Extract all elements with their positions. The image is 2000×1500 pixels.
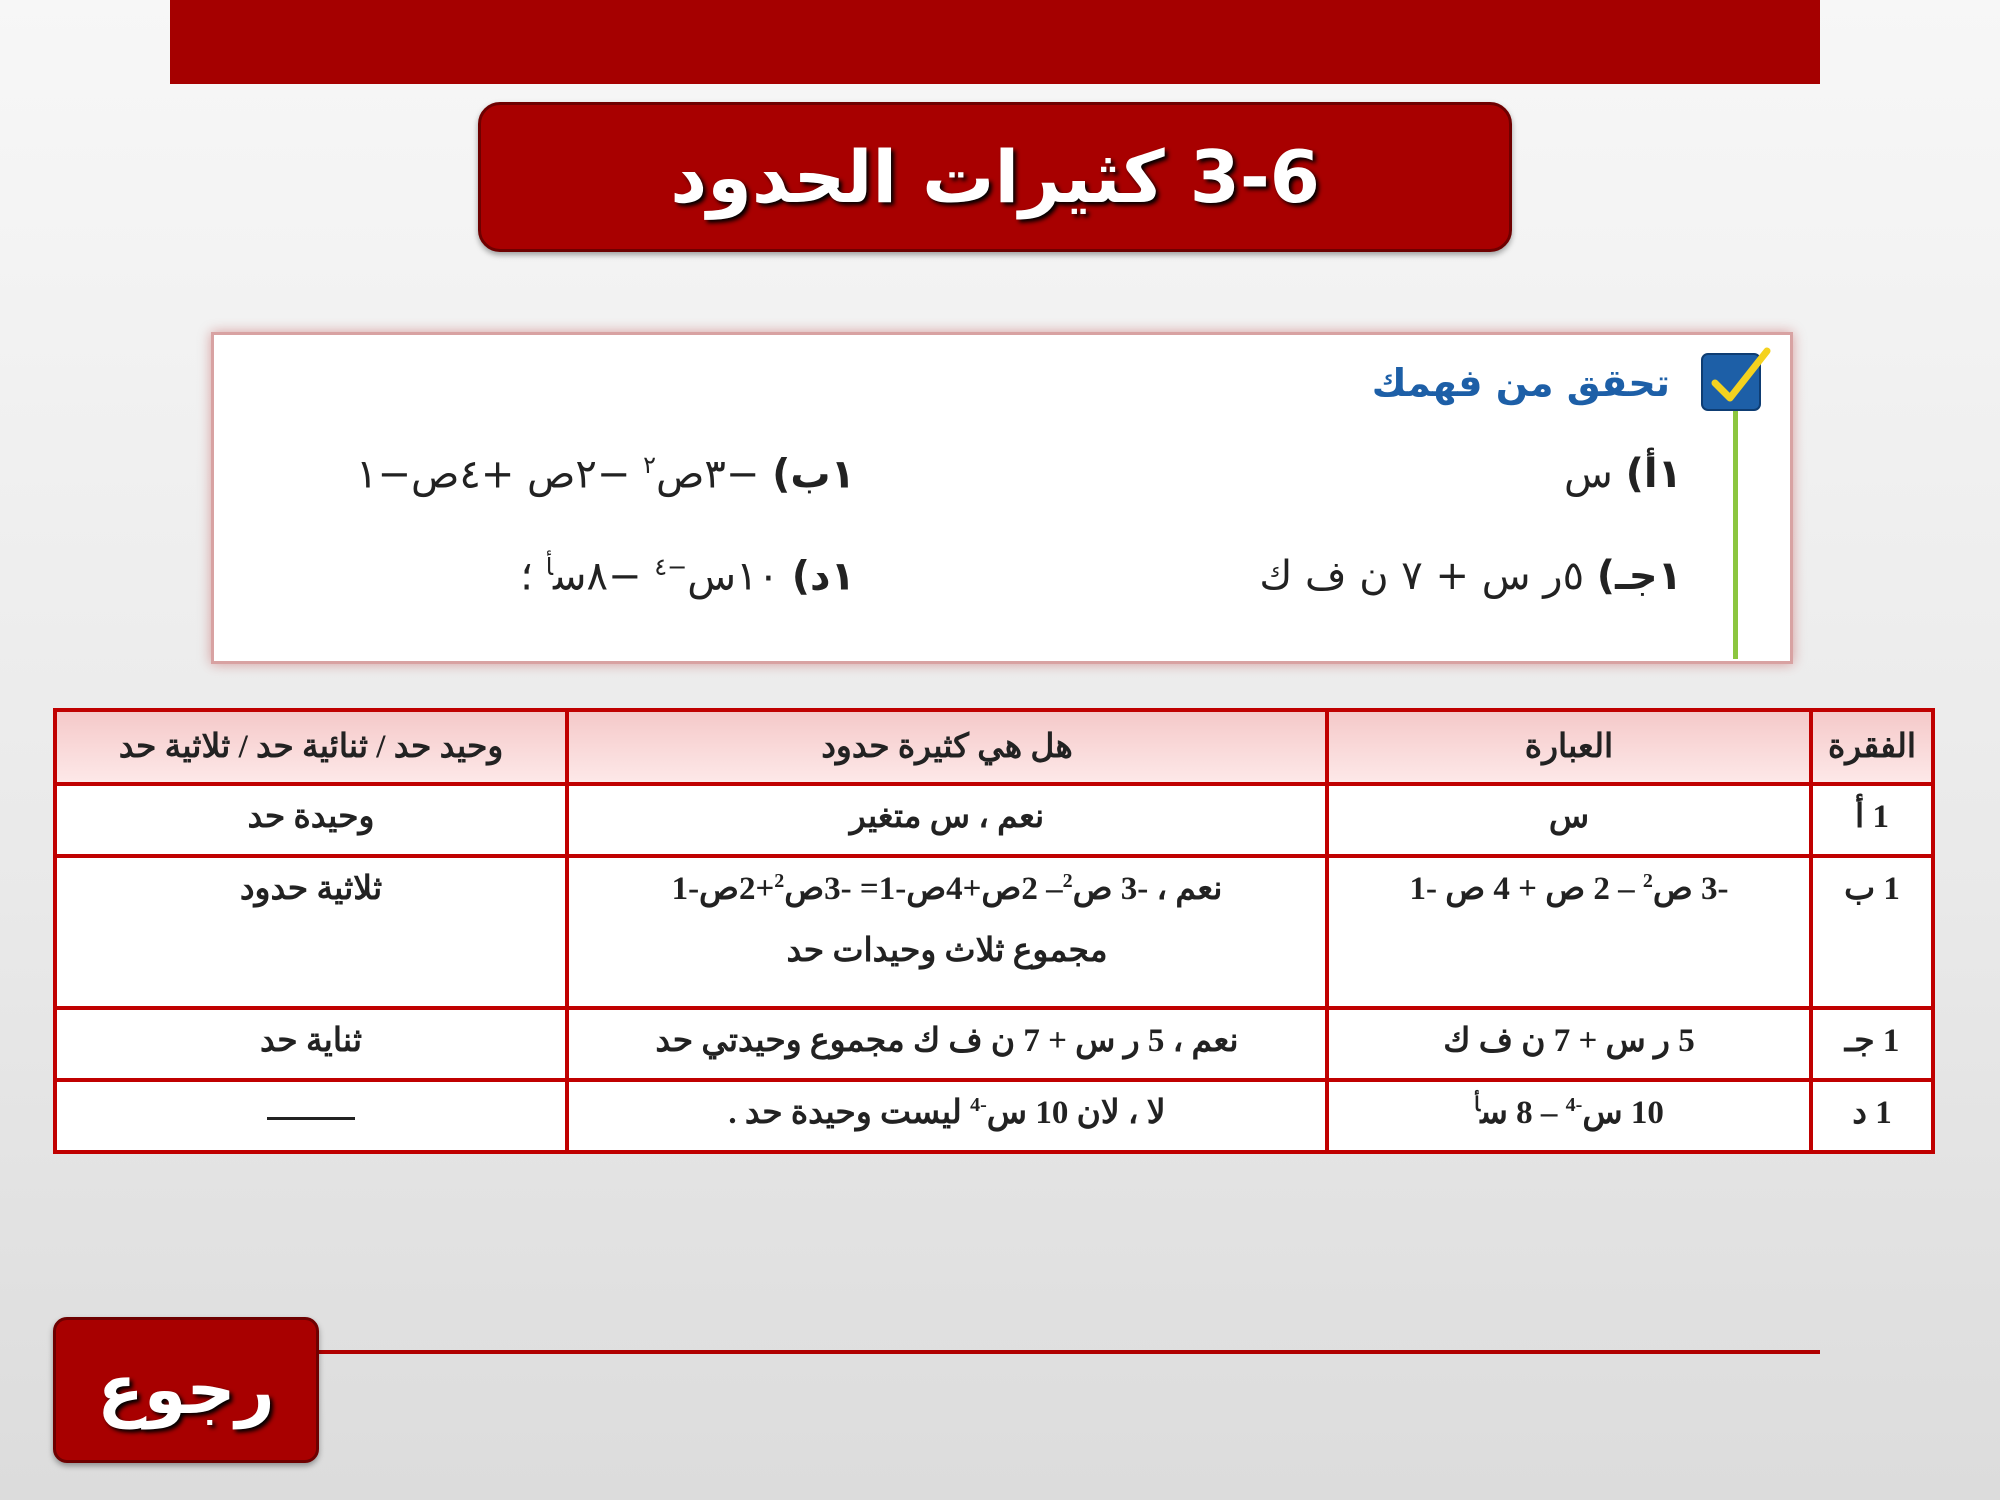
cell-expression: 5 ر س + 7 ن ف ك (1327, 1008, 1811, 1080)
problem-1c: ١جـ) ٥ر س + ٧ ن ف ك (1259, 553, 1682, 599)
cell-is-polynomial: نعم ، -3 ص$^2$– 2ص+4ص-1= -3ص$^2$+2ص-1 مجموع ثلاث وحيدات حد (567, 856, 1327, 1008)
problem-1a: ١أ) س (1564, 451, 1682, 497)
check-understanding-box (211, 332, 1793, 664)
header-expression: العبارة (1327, 710, 1811, 784)
cell-item: 1 جـ (1811, 1008, 1933, 1080)
cell-kind: وحيدة حد (55, 784, 567, 856)
polynomial-table (53, 708, 1935, 1154)
problem-1b: ١ب) −٣ص$^٢$ −٢ص +٤ص−١ (355, 451, 855, 498)
slide-title: 3-6 كثيرات الحدود (670, 135, 1320, 219)
table-row (55, 1080, 1933, 1152)
cell-is-polynomial: نعم ، 5 ر س + 7 ن ف ك مجموع وحيدتي حد (567, 1008, 1327, 1080)
title-banner (478, 102, 1512, 252)
back-button[interactable] (53, 1317, 319, 1463)
cell-expression: 10 س$^{-4}$ – 8 س$^أ$ (1327, 1080, 1811, 1152)
table-row (55, 856, 1933, 1008)
cell-kind: ثلاثية حدود (55, 856, 567, 1008)
back-button-label: رجوع (97, 1350, 275, 1430)
checkmark-icon (1701, 353, 1761, 411)
check-heading: تحقق من فهمك (1371, 361, 1670, 405)
problem-1d: ١د) ١٠س$^{-٤}$ −٨س$^أ$ ؛ (520, 553, 855, 600)
header-item: الفقرة (1811, 710, 1933, 784)
table-row (55, 784, 1933, 856)
cell-expression: -3 ص$^2$ – 2 ص + 4 ص -1 (1327, 856, 1811, 1008)
empty-dash (267, 1117, 355, 1120)
table-row (55, 1008, 1933, 1080)
cell-item: 1 د (1811, 1080, 1933, 1152)
table-header-row (55, 710, 1933, 784)
cell-expression: س (1327, 784, 1811, 856)
cell-item: 1 ب (1811, 856, 1933, 1008)
cell-kind: ثناية حد (55, 1008, 567, 1080)
cell-is-polynomial: لا ، لان 10 س$^{-4}$ ليست وحيدة حد . (567, 1080, 1327, 1152)
header-kind: وحيد حد / ثنائية حد / ثلاثية حد (55, 710, 567, 784)
cell-kind (55, 1080, 567, 1152)
green-divider (1733, 371, 1738, 659)
cell-note: مجموع ثلاث وحيدات حد (786, 933, 1108, 969)
header-is-polynomial: هل هي كثيرة حدود (567, 710, 1327, 784)
cell-item: 1 أ (1811, 784, 1933, 856)
cell-is-polynomial: نعم ، س متغير (567, 784, 1327, 856)
bottom-divider (316, 1350, 1820, 1354)
top-banner (170, 0, 1820, 84)
